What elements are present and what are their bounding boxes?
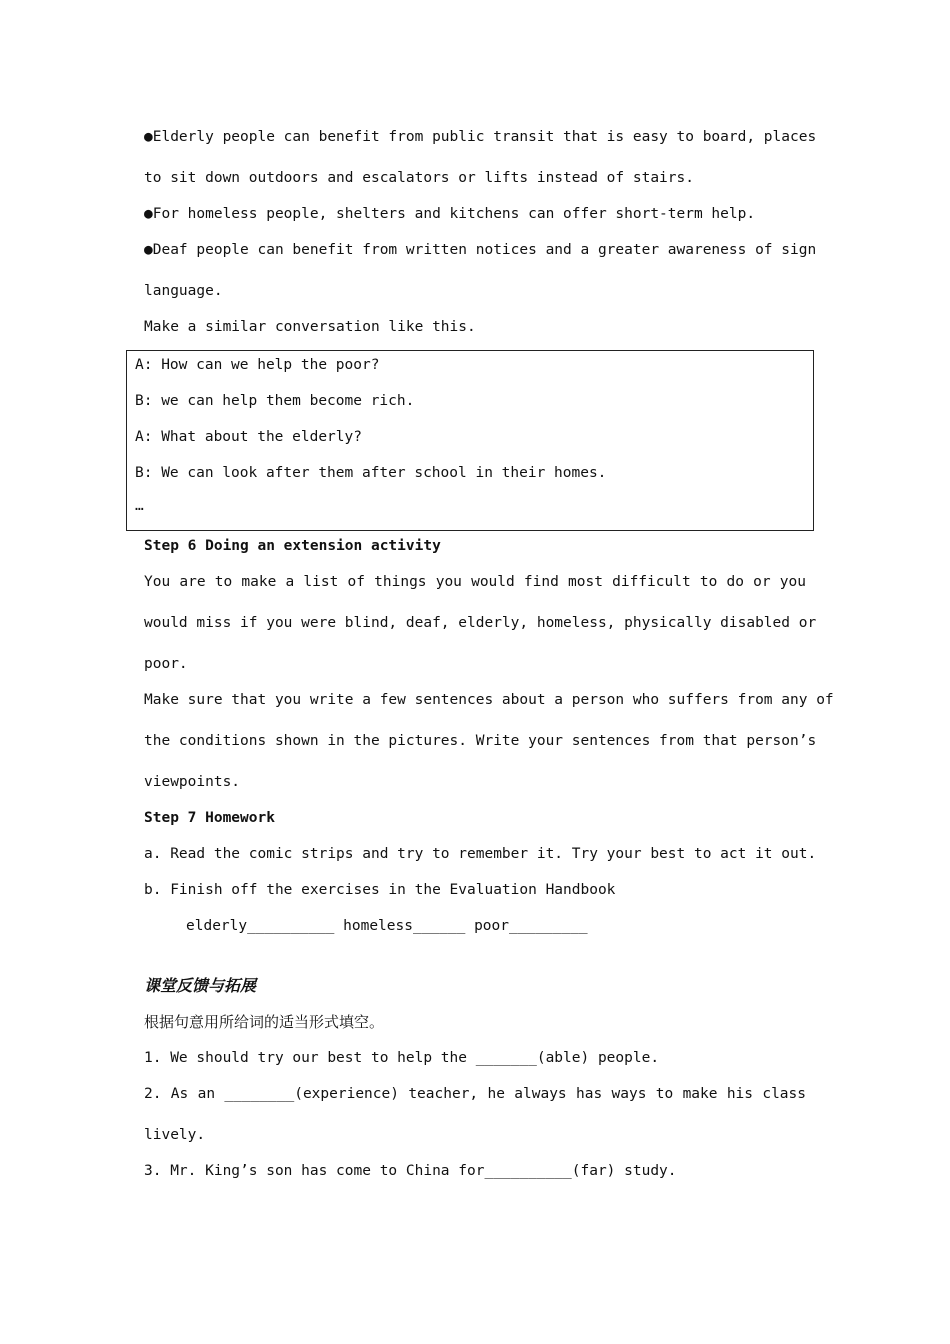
feedback-title: 课堂反馈与拓展: [144, 976, 257, 995]
step6-title: Step 6 Doing an extension activity: [144, 538, 441, 554]
step7-title: Step 7 Homework: [144, 810, 275, 826]
step7-item-a: a. Read the comic strips and try to remember it. Try your best to act it out.: [144, 846, 817, 862]
step6-paragraph2-line2: the conditions shown in the pictures. Write your sentences from that person’s: [144, 733, 817, 749]
bullet-deaf-line1: ●Deaf people can benefit from written notices and a greater awareness of sign: [144, 242, 817, 258]
question-2-line2: lively.: [144, 1127, 206, 1143]
step6-paragraph2-line1: Make sure that you write a few sentences about a person who suffers from any of: [144, 692, 834, 708]
question-1: 1. We should try our best to help the _______(able) people.: [144, 1050, 660, 1066]
question-3: 3. Mr. King’s son has come to China for__________(far) study.: [144, 1163, 677, 1179]
bullet-elderly-line2: to sit down outdoors and escalators or lifts instead of stairs.: [144, 170, 694, 186]
feedback-instruction: 根据句意用所给词的适当形式填空。: [144, 1013, 385, 1031]
conversation-line-3: A: What about the elderly?: [135, 429, 362, 445]
bullet-deaf-line2: language.: [144, 283, 223, 299]
step6-paragraph2-line3: viewpoints.: [144, 774, 241, 790]
step6-paragraph1-line1: You are to make a list of things you would find most difficult to do or you: [144, 574, 806, 590]
conversation-instruction: Make a similar conversation like this.: [144, 319, 476, 335]
step6-paragraph1-line3: poor.: [144, 656, 188, 672]
question-2-line1: 2. As an ________(experience) teacher, he always has ways to make his class: [144, 1086, 806, 1102]
step6-paragraph1-line2: would miss if you were blind, deaf, elderly, homeless, physically disabled or: [144, 615, 817, 631]
step7-blanks: elderly__________ homeless______ poor_________: [186, 918, 588, 934]
step7-item-b: b. Finish off the exercises in the Evaluation Handbook: [144, 882, 616, 898]
bullet-elderly-line1: ●Elderly people can benefit from public transit that is easy to board, places: [144, 129, 817, 145]
conversation-ellipsis: …: [135, 498, 144, 514]
conversation-box: [126, 350, 814, 531]
bullet-homeless: ●For homeless people, shelters and kitchens can offer short-term help.: [144, 206, 756, 222]
conversation-line-4: B: We can look after them after school in their homes.: [135, 465, 607, 481]
conversation-line-1: A: How can we help the poor?: [135, 357, 380, 373]
conversation-line-2: B: we can help them become rich.: [135, 393, 415, 409]
